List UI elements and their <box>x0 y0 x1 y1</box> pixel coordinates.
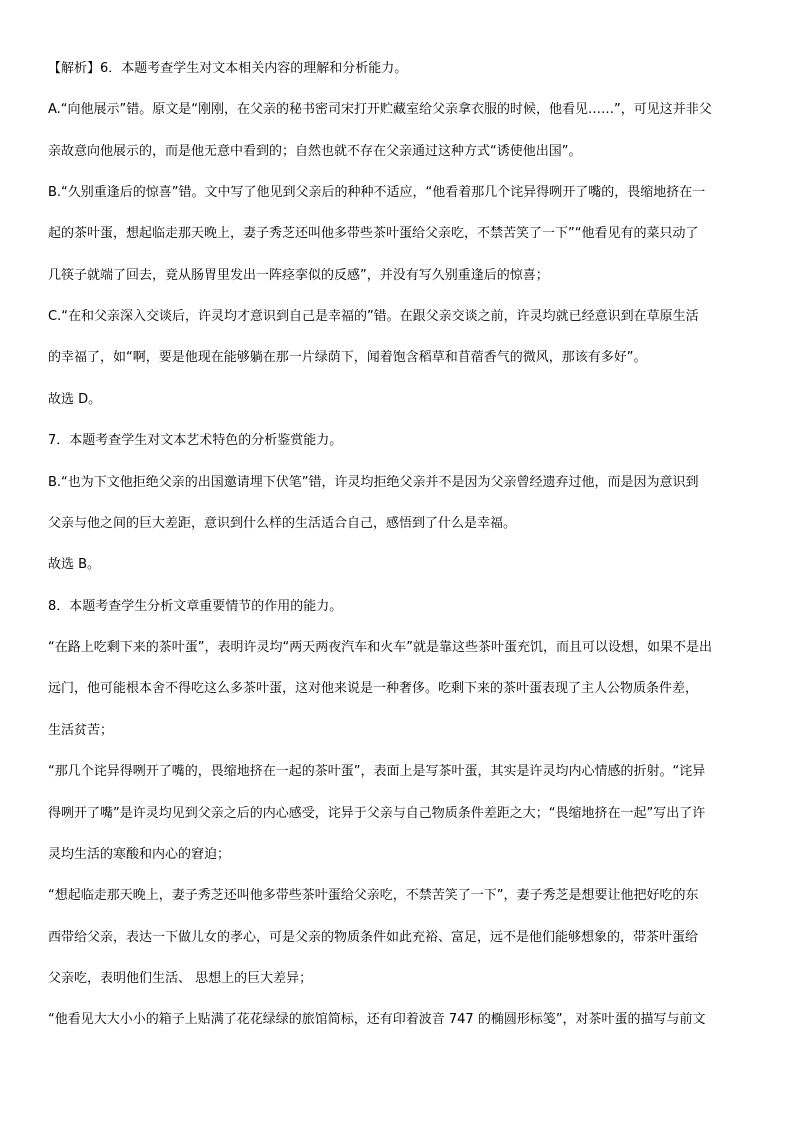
analysis-heading-line: 【解析】6．本题考查学生对文本相关内容的理解和分析能力。 <box>48 61 408 76</box>
text-line: 父亲与他之间的巨大差距，意识到什么样的生活适合自己，感悟到了什么是幸福。 <box>48 516 517 531</box>
text-line: 得咧开了嘴”是许灵均见到父亲之后的内心感受，诧异于父亲与自己物质条件差距之大；“畏缩地挤在一起”写出了许 <box>48 806 706 821</box>
text-line: B.“久别重逢后的惊喜”错。文中写了他见到父亲后的种种不适应，“他看着那几个诧异得咧开了嘴的，畏缩地挤在一 <box>48 185 706 200</box>
answer-line: 故选 B。 <box>48 557 101 572</box>
text-line: 父亲吃，表明他们生活、 思想上的巨大差异； <box>48 971 313 986</box>
text-line: 生活贫苦； <box>48 723 114 738</box>
text-line: 西带给父亲，表达一下做儿女的孝心，可是父亲的物质条件如此充裕、富足，远不是他们能够想象的，带茶叶蛋给 <box>48 930 699 945</box>
text-line: “他看见大大小小的箱子上贴满了花花绿绿的旅馆简标，还有印着波音 747 的椭圆形标笺”，对茶叶蛋的描写与前文 <box>48 1012 706 1027</box>
text-line: 几筷子就端了回去，竟从肠胃里发出一阵痉挛似的反感”，并没有写久别重逢后的惊喜； <box>48 268 549 283</box>
text-line: B.“也为下文他拒绝父亲的出国邀请埋下伏笔”错，许灵均拒绝父亲并不是因为父亲曾经遗弃过他，而是因为意识到 <box>48 475 699 490</box>
text-line: 亲故意向他展示的，而是他无意中看到的；自然也就不存在父亲通过这种方式“诱使他出国”。 <box>48 144 582 159</box>
text-line: “在路上吃剩下来的茶叶蛋”，表明许灵均“两天两夜汽车和火车”就是靠这些茶叶蛋充饥，而且可以设想，如果不是出 <box>48 640 712 655</box>
question-heading-line: 7．本题考查学生对文本艺术特色的分析鉴赏能力。 <box>48 433 343 448</box>
question-heading-line: 8．本题考查学生分析文章重要情节的作用的能力。 <box>48 599 343 614</box>
text-line: C.“在和父亲深入交谈后，许灵均才意识到自己是幸福的”错。在跟父亲交谈之前，许灵均就已经意识到在草原生活 <box>48 309 699 324</box>
text-line: “那几个诧异得咧开了嘴的，畏缩地挤在一起的茶叶蛋”，表面上是写茶叶蛋，其实是许灵均内心情感的折射。“诧异 <box>48 764 706 779</box>
text-line: A.“向他展示”错。原文是“刚刚，在父亲的秘书密司宋打开贮藏室给父亲拿衣服的时候，他看见……”，可见这并非父 <box>48 102 712 117</box>
text-line: 的幸福了，如“啊，要是他现在能够躺在那一片绿荫下，闻着饱含稻草和苜蓿香气的微风，那该有多好”。 <box>48 350 647 365</box>
answer-line: 故选 D。 <box>48 392 102 407</box>
text-line: 远门，他可能根本舍不得吃这么多茶叶蛋，这对他来说是一种奢侈。吃剩下来的茶叶蛋表现了主人公物质条件差， <box>48 681 699 696</box>
text-line: 灵均生活的寒酸和内心的窘迫； <box>48 847 231 862</box>
text-line: “想起临走那天晚上，妻子秀芝还叫他多带些茶叶蛋给父亲吃，不禁苦笑了一下”，妻子秀芝是想要让他把好吃的东 <box>48 888 699 903</box>
text-line: 起的茶叶蛋，想起临走那天晚上，妻子秀芝还叫他多带些茶叶蛋给父亲吃，不禁苦笑了一下”“他看见有的菜只动了 <box>48 226 699 241</box>
